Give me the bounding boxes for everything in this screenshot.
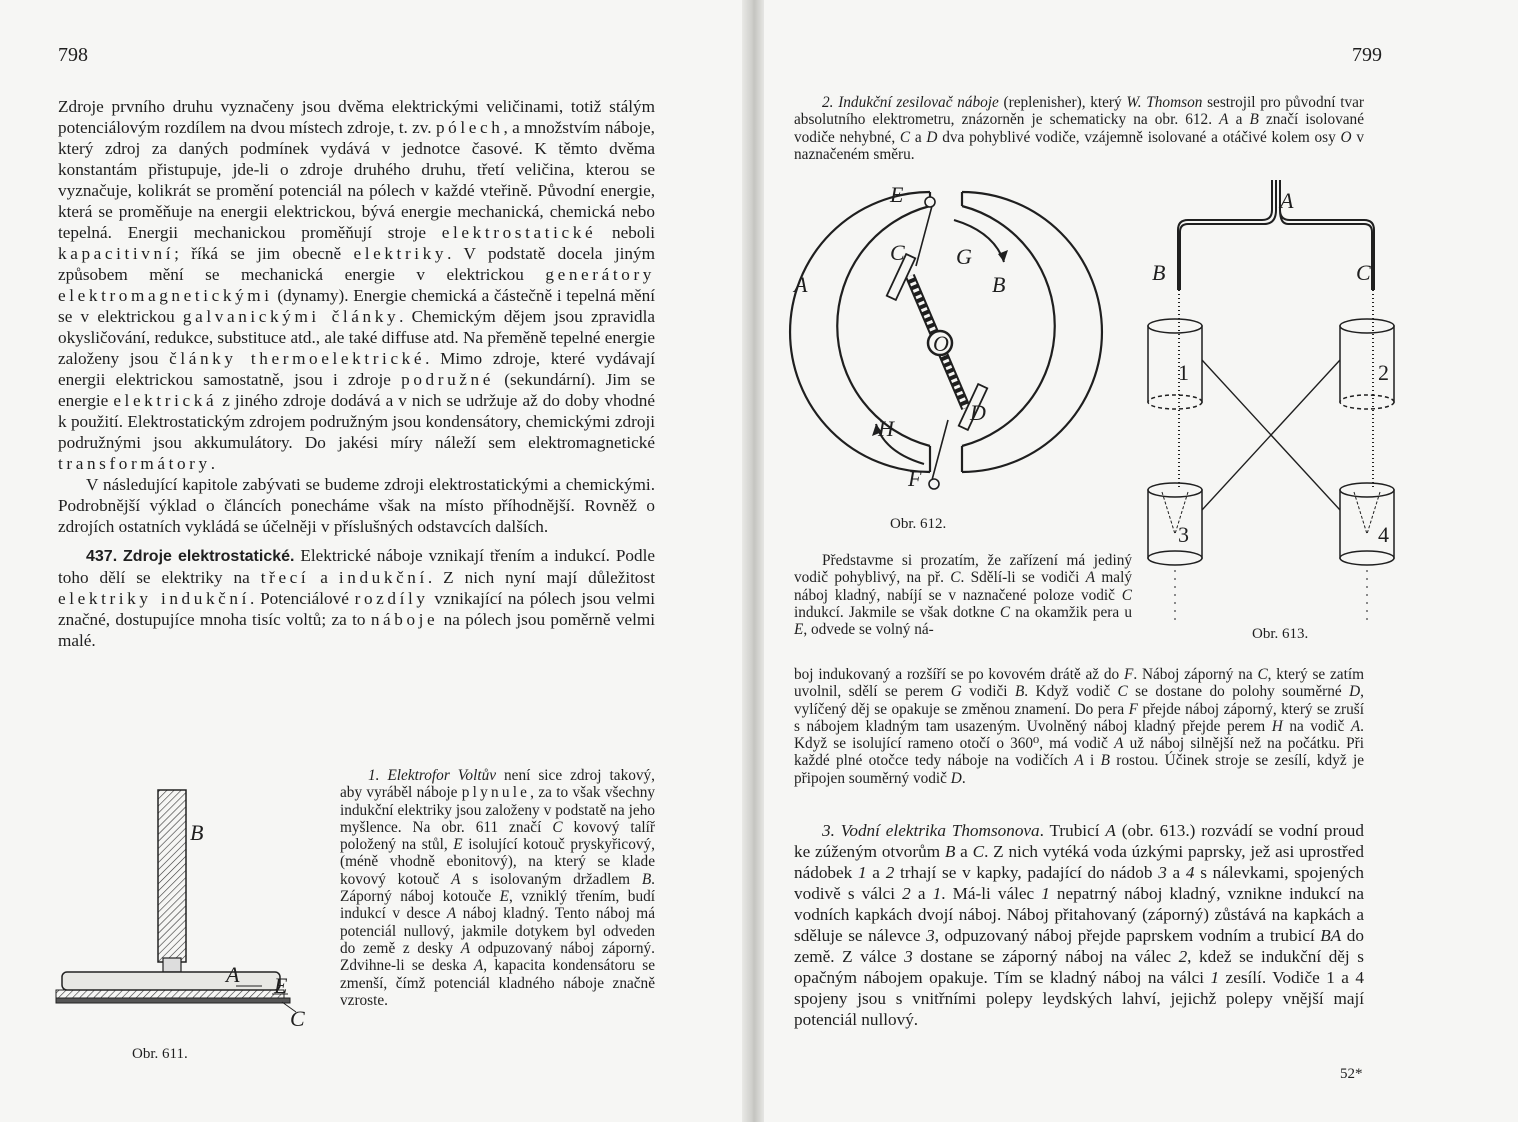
svg-text:4: 4 bbox=[1378, 522, 1389, 547]
section-437: 437. Zdroje elektrostatické. Elektrické náboje vznikají třením a indukcí. Podle toho dělí se elektriky na třecí a indukční. Z nich nyní mají důležitost elektriky indukční. Potenciálové rozdíly vznikající na pólech jsou velmi značné, dostupujíce mnoha tisíc voltů; za to náboje na pólech jsou poměrně velmi malé. bbox=[58, 546, 655, 650]
svg-text:A: A bbox=[1280, 188, 1294, 213]
caption-fig612: Obr. 612. bbox=[890, 516, 947, 532]
paragraph-next-chapter: V následující kapitole zabývati se budeme zdroji elektrostatickými a chemickými. Podrobnější výklad o článcích ponecháme však na místo příhodnější. Rovněž o zdrojích ostatních vykládá se účelněji v příslušných odstavcích dalších. bbox=[58, 475, 655, 536]
signature-mark: 52* bbox=[1340, 1066, 1363, 1082]
spring-F bbox=[932, 420, 948, 480]
spring-E bbox=[916, 206, 932, 266]
figure-612 bbox=[784, 180, 1104, 500]
svg-text:E: E bbox=[890, 182, 904, 207]
svg-text:C: C bbox=[890, 240, 905, 265]
item-elektrofor: 1. Elektrofor Voltův není sice zdroj takový, aby vyráběl náboje plynule, za to však všechny indukční elektriky jsou založeny v podstatě na jeho myšlence. Na obr. 611 značí C kovový talíř položený na stůl, E isolující kotouč pryskyřicový, (méně vhodně ebonitový), na který se klade kovový kotouč A s isolovaným držadlem B. Záporný náboj kotouče E, vzniklý třením, budí indukcí v desce A náboj kladný. Tento náboj má potenciál nullový, jakmile dotykem byl odveden do země z desky A odpuzovaný náboj záporný. Zdvihne-li se deska A, kapacita kondensátoru se zmenší, čímž potenciál kladného náboje značně vzroste. bbox=[340, 767, 656, 1009]
label-B: B bbox=[190, 820, 204, 845]
right-page bbox=[764, 0, 1518, 1122]
svg-text:D: D bbox=[970, 400, 986, 425]
svg-text:3: 3 bbox=[1178, 522, 1189, 547]
svg-text:H: H bbox=[878, 416, 894, 441]
label-C: C bbox=[290, 1006, 305, 1031]
section-title: Zdroje elektrostatické. bbox=[123, 548, 295, 565]
handle-B bbox=[158, 790, 186, 962]
svg-text:A: A bbox=[794, 272, 808, 297]
svg-text:C: C bbox=[1356, 260, 1371, 285]
svg-text:O: O bbox=[933, 331, 949, 356]
vessel-3 bbox=[1148, 490, 1202, 558]
svg-text:B: B bbox=[992, 272, 1006, 297]
left-text-body bbox=[58, 96, 655, 651]
figure-613 bbox=[1144, 180, 1414, 620]
caption-fig611: Obr. 611. bbox=[132, 1046, 188, 1062]
svg-text:1: 1 bbox=[1178, 360, 1189, 385]
page-number-right: 799 bbox=[1352, 44, 1382, 66]
paragraph-sources: Zdroje prvního druhu vyznačeny jsou dvěma elektrickými veličinami, totiž stálým potenciálovým rozdílem na dvou místech zdroje, t. zv. pólech, a množstvím náboje, který zdroj za daných podmínek vydává v jednotce časové. K těmto dvěma konstantám přistupuje, jde-li o zdroje druhého druhu, třetí veličina, kterou se vyznačuje, kolikrát se promění potenciál na pólech v každé vteřině. Původní energie, která se proměňuje na energii elektrickou, bývá energie mechanická, chemická nebo tepelná. Energii mechanickou proměňují stroje elektrostatické neboli kapacitivní; říká se jim obecně elektriky. V podstatě docela jiným způsobem mění se mechanická energie v elektrickou generátory elektromagnetickými (dynamy). Energie chemická a částečně i tepelná mění se v elektrickou galvanickými články. Chemickým dějem jsou zpravidla okysličování, redukce, substituce atd., ale také diffuse atd. Na přeměně tepelné energie založeny jsou články thermoelektrické. Mimo zdroje, které vydávají energii elektrickou samostatně, jsou i zdroje podružné (sekundární). Jim se energie elektrická z jiného zdroje dodává a v nich se udržuje až do doby vhodné k použití. Elektrostatickým zdrojem podružným jsou kondensátory, chemickými zdroji podružnými jsou akkumulátory. Do jakési míry náleží sem elektromagnetické transformátory. bbox=[58, 97, 655, 473]
svg-text:F: F bbox=[908, 466, 922, 491]
item-2-continued-narrow: Představme si prozatím, že zařízení má jediný vodič pohyblivý, na př. C. Sdělí-li se vodiči A malý náboj kladný, nabíjí se v naznačené poloze vodič C indukcí. Jakmile se však dotkne C na okamžik pera u E, odvede se volný ná- bbox=[794, 552, 1132, 639]
label-E: E bbox=[274, 973, 288, 998]
page-number-left: 798 bbox=[58, 44, 88, 66]
figure-611 bbox=[0, 780, 320, 1060]
item-vodni-elektrika: 3. Vodní elektrika Thomsonova. Trubicí A (obr. 613.) rozvádí se vodní proud ke zúženým otvorům B a C. Z nich vytéká voda úzkými paprsky, jež asi uprostřed nádobek 1 a 2 trhají se v kapky, padající do nádob 3 a 4 s nálevkami, spojených vodivě s válci 2 a 1. Má-li válec 1 nepatrný náboj kladný, vznikne indukcí na vodních kapkách dvojí náboj. Náboj přitahovaný (záporný) zůstává na kapkách a sděluje se nálevce 3, odpuzovaný náboj přejde paprskem vodním a trubicí BA do země. Z válce 3 dostane se záporný náboj na válec 2, kdež se indukční děj s opačným nábojem opakuje. Tím se kladný náboj na válci 1 zesílí. Vodiče 1 a 4 spojeny jsou s vnitřními polepy leydských lahví, jejichž polepy vnější mají potenciál nullový. bbox=[794, 821, 1364, 1029]
svg-text:B: B bbox=[1152, 260, 1166, 285]
disc-E bbox=[56, 990, 284, 998]
left-page bbox=[0, 0, 742, 1122]
label-A: A bbox=[226, 962, 240, 987]
disc-A bbox=[62, 972, 280, 990]
item-replenisher: 2. Indukční zesilovač náboje (replenisher), který W. Thomson sestrojil pro původní tvar absolutního elektrometru, znázorněn je schematicky na obr. 612. A a B značí isolované vodiče nehybné, C a D dva pohyblivé vodiče, vzájemně isolované a otáčivé kolem osy O v naznačeném směru. bbox=[794, 94, 1364, 163]
item-2-continued-full: boj indukovaný a rozšíří se po kovovém drátě až do F. Náboj záporný na C, který se zatím uvolnil, sdělí se perem G vodiči B. Když vodič C se dostane do polohy souměrné D, vylíčený děj se opakuje se změnou znamení. Do pera F přejde náboj záporný, který se zruší s nábojem kladným tam usazeným. Uvolněný náboj kladný přejde perem H na vodič A. Když se isolující rameno otočí o 360⁰, má vodič A už náboj silnější než na počátku. Při každé plné otočce tedy náboje na vodičích A i B rostou. Účinek stroje se zesílí, když je připojen souměrný vodič D. bbox=[794, 666, 1365, 787]
svg-text:G: G bbox=[956, 244, 972, 269]
svg-text:2: 2 bbox=[1378, 360, 1389, 385]
section-number: 437. bbox=[86, 548, 118, 565]
plate-C bbox=[56, 998, 290, 1003]
conductor-A bbox=[790, 192, 930, 472]
book-gutter bbox=[742, 0, 764, 1122]
tube-A bbox=[1178, 180, 1276, 290]
cylinder-1 bbox=[1148, 326, 1202, 402]
caption-fig613: Obr. 613. bbox=[1252, 626, 1309, 642]
